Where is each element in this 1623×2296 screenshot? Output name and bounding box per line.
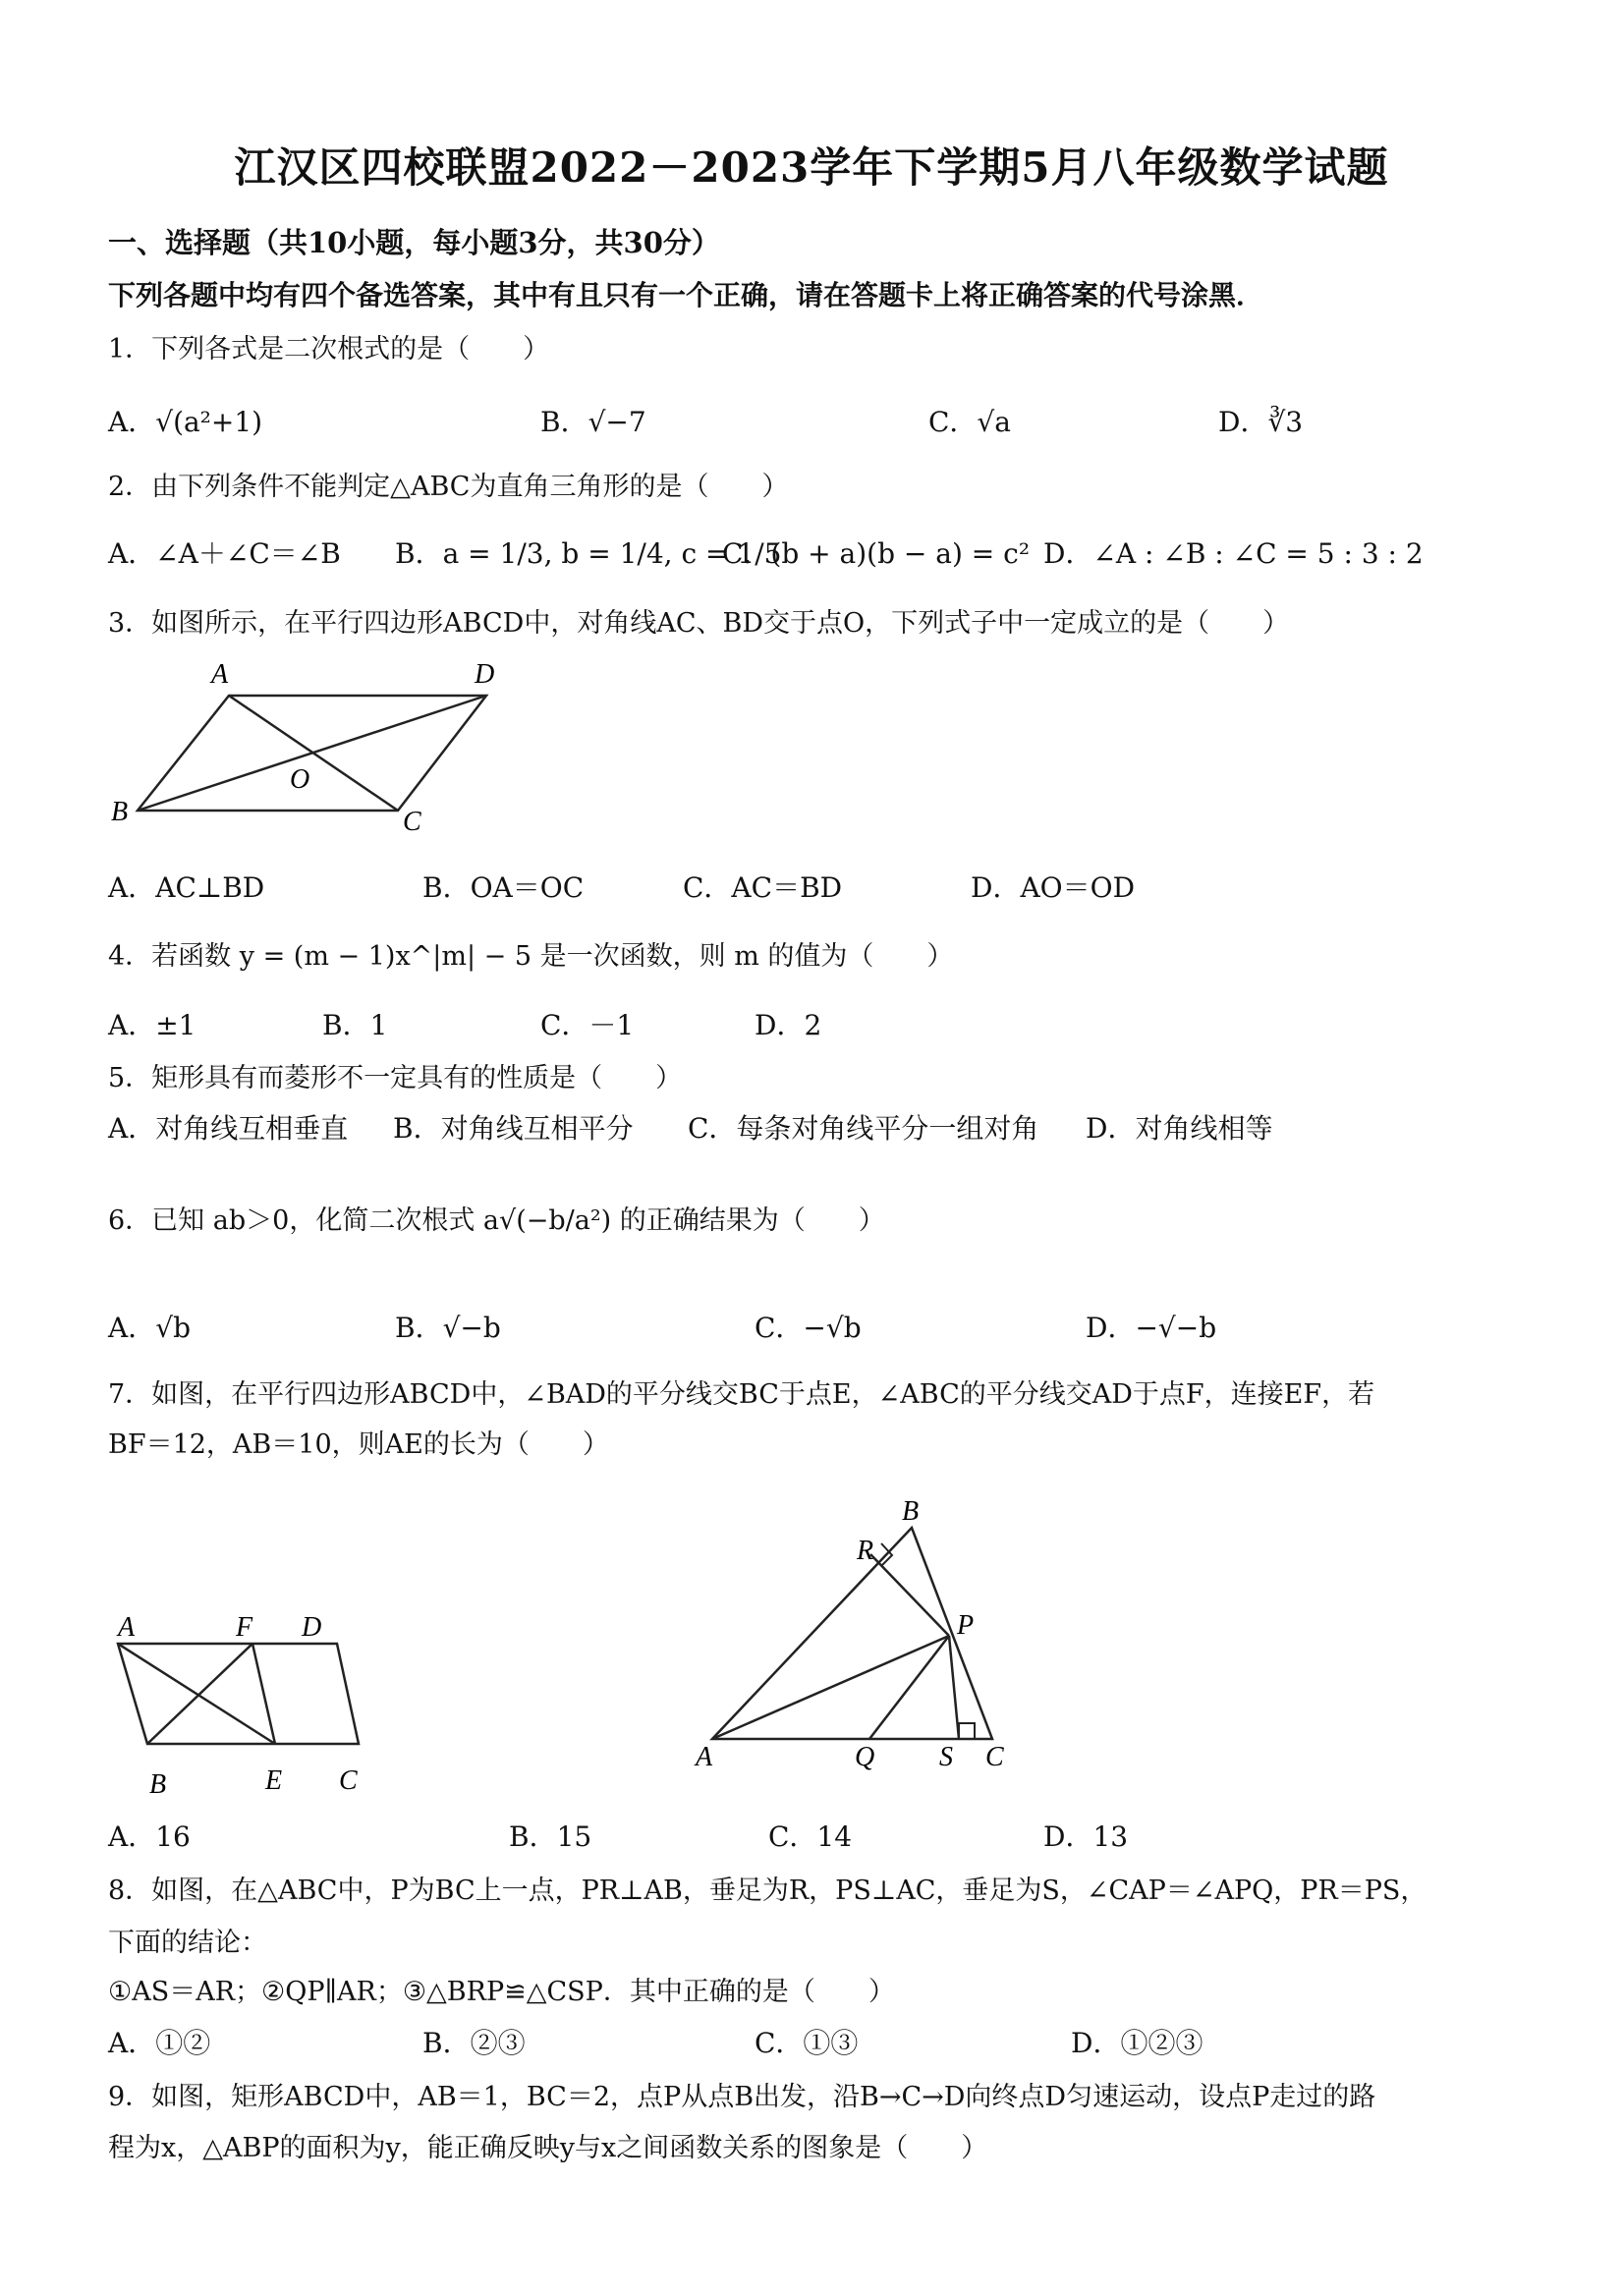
q2-option-a: A．∠A＋∠C＝∠B bbox=[108, 537, 341, 570]
q7-label-d: D bbox=[302, 1612, 322, 1643]
q6-option-d: D．−√−b bbox=[1086, 1312, 1217, 1344]
q8-label-b: B bbox=[902, 1498, 920, 1527]
section-instruction: 下列各题中均有四个备选答案，其中有且只有一个正确，请在答题卡上将正确答案的代号涂黑． bbox=[108, 279, 1264, 311]
q4-option-d: D．2 bbox=[755, 1009, 822, 1041]
exam-title: 江汉区四校联盟2022－2023学年下学期5月八年级数学试题 bbox=[234, 143, 1389, 192]
q8-label-r: R bbox=[857, 1536, 874, 1566]
q7-option-d: D．13 bbox=[1043, 1820, 1129, 1853]
question-9-stem-line2: 程为x，△ABP的面积为y，能正确反映y与x之间函数关系的图象是（ ） bbox=[108, 2133, 988, 2163]
q7-option-a: A．16 bbox=[108, 1820, 191, 1853]
q2-option-b: B．a = 1/3, b = 1/4, c = 1/5 bbox=[395, 537, 782, 570]
q3-label-d: D bbox=[475, 659, 495, 690]
q8-label-a: A bbox=[696, 1742, 713, 1772]
q5-option-a: A．对角线互相垂直 bbox=[108, 1112, 349, 1145]
q7-label-e: E bbox=[265, 1765, 283, 1796]
q5-option-c: C．每条对角线平分一组对角 bbox=[688, 1112, 1039, 1145]
q1-option-a: A．√(a²+1) bbox=[108, 406, 263, 438]
q3-label-c: C bbox=[403, 807, 421, 837]
question-1-stem: 1．下列各式是二次根式的是（ ） bbox=[108, 334, 550, 364]
q3-label-a: A bbox=[211, 659, 229, 690]
q8-option-c: C．①③ bbox=[755, 2027, 859, 2059]
q7-option-b: B．15 bbox=[509, 1820, 592, 1853]
q5-option-b: B．对角线互相平分 bbox=[393, 1112, 634, 1145]
q8-option-a: A．①② bbox=[108, 2027, 211, 2059]
section-heading: 一、选择题（共10小题，每小题3分，共30分） bbox=[108, 226, 720, 259]
q8-label-q: Q bbox=[855, 1742, 875, 1772]
parallelogram-figure-q3 bbox=[103, 653, 516, 840]
q1-option-b: B．√−7 bbox=[540, 406, 646, 438]
q2-option-d: D．∠A : ∠B : ∠C = 5 : 3 : 2 bbox=[1043, 537, 1424, 570]
question-7-stem-line2: BF＝12，AB＝10，则AE的长为（ ） bbox=[108, 1429, 609, 1460]
question-8-stem-line3: ①AS＝AR；②QP∥AR；③△BRP≌△CSP．其中正确的是（ ） bbox=[108, 1977, 895, 2007]
q2-option-c: C．(b + a)(b − a) = c² bbox=[722, 537, 1031, 570]
q7-label-a: A bbox=[118, 1612, 136, 1643]
q7-label-b: B bbox=[149, 1769, 167, 1800]
q5-option-d: D．对角线相等 bbox=[1086, 1112, 1273, 1145]
q7-label-c: C bbox=[339, 1765, 358, 1796]
q6-option-c: C．−√b bbox=[755, 1312, 862, 1344]
q1-option-c: C．√a bbox=[928, 406, 1011, 438]
q7-option-c: C．14 bbox=[768, 1820, 853, 1853]
q8-label-p: P bbox=[957, 1610, 975, 1641]
q8-label-s: S bbox=[939, 1742, 953, 1772]
question-5-stem: 5．矩形具有而菱形不一定具有的性质是（ ） bbox=[108, 1063, 683, 1093]
question-8-stem-line1: 8．如图，在△ABC中，P为BC上一点，PR⊥AB，垂足为R，PS⊥AC，垂足为S，∠CAP＝∠APQ，PR＝PS， bbox=[108, 1876, 1427, 1906]
q3-option-d: D．AO＝OD bbox=[971, 871, 1136, 904]
question-3-stem: 3．如图所示，在平行四边形ABCD中，对角线AC、BD交于点O，下列式子中一定成立的是（ ） bbox=[108, 608, 1290, 639]
q7-label-f: F bbox=[236, 1612, 253, 1643]
q4-option-c: C．－1 bbox=[540, 1009, 635, 1041]
question-6-stem: 6．已知 ab＞0，化简二次根式 a√(−b/a²) 的正确结果为（ ） bbox=[108, 1205, 885, 1236]
q8-label-c: C bbox=[985, 1742, 1004, 1772]
q3-option-b: B．OA＝OC bbox=[422, 871, 585, 904]
q6-option-b: B．√−b bbox=[395, 1312, 501, 1344]
q3-option-c: C．AC＝BD bbox=[683, 871, 843, 904]
q3-label-o: O bbox=[290, 764, 310, 795]
question-7-stem-line1: 7．如图，在平行四边形ABCD中，∠BAD的平分线交BC于点E，∠ABC的平分线交AD于点F，连接EF，若 bbox=[108, 1379, 1375, 1410]
q3-option-a: A．AC⊥BD bbox=[108, 871, 265, 904]
triangle-figure-q8 bbox=[688, 1498, 1032, 1783]
question-8-stem-line2: 下面的结论： bbox=[108, 1928, 267, 1958]
q6-option-a: A．√b bbox=[108, 1312, 191, 1344]
q8-option-d: D．①②③ bbox=[1071, 2027, 1203, 2059]
q1-option-d: D．∛3 bbox=[1218, 406, 1304, 438]
q3-label-b: B bbox=[111, 797, 129, 827]
question-9-stem-line1: 9．如图，矩形ABCD中，AB＝1，BC＝2，点P从点B出发，沿B→C→D向终点D匀速运动，设点P走过的路 bbox=[108, 2082, 1376, 2112]
parallelogram-figure-q7 bbox=[103, 1606, 388, 1803]
question-4-stem: 4．若函数 y = (m − 1)x^|m| − 5 是一次函数，则 m 的值为（ ） bbox=[108, 941, 954, 972]
q8-option-b: B．②③ bbox=[422, 2027, 526, 2059]
q4-option-a: A．±1 bbox=[108, 1009, 196, 1041]
question-2-stem: 2．由下列条件不能判定△ABC为直角三角形的是（ ） bbox=[108, 472, 789, 502]
q4-option-b: B．1 bbox=[322, 1009, 388, 1041]
